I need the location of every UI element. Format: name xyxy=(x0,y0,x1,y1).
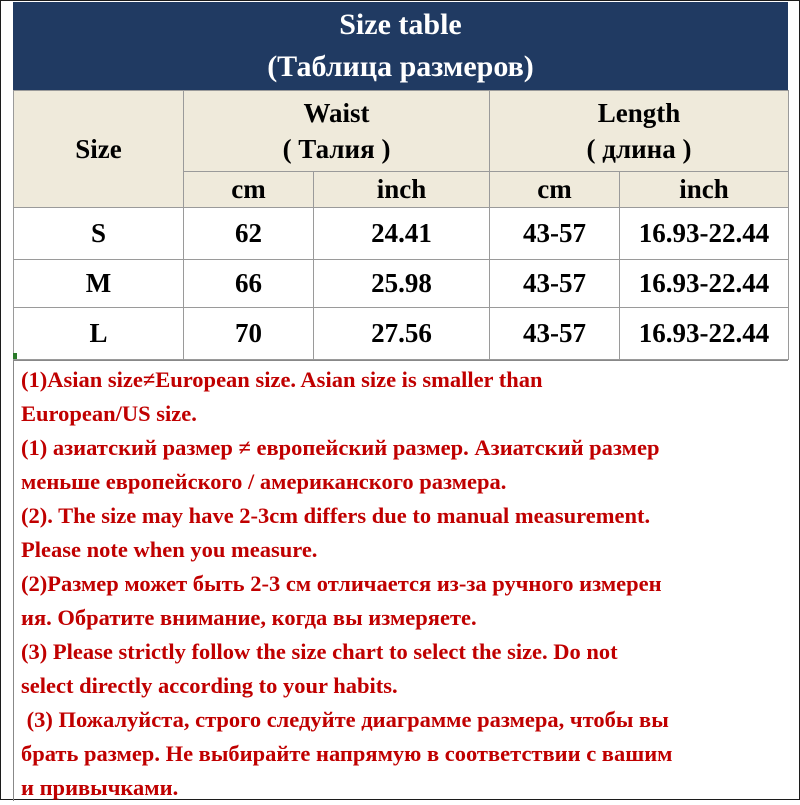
note-line: (1)Asian size≠European size. Asian size is smaller than xyxy=(21,367,543,392)
row-size: L xyxy=(14,308,184,360)
waist-label: Waist xyxy=(303,98,370,128)
row-length-cm: 43-57 xyxy=(490,260,620,308)
length-label-ru: ( длина ) xyxy=(586,134,692,164)
length-label: Length xyxy=(597,98,681,128)
note-line: ия. Обратите внимание, когда вы измеряете. xyxy=(21,605,477,630)
row-size: S xyxy=(14,208,184,260)
note-line: меньше европейского / американского размера. xyxy=(21,469,507,494)
size-notes xyxy=(13,360,788,801)
row-length-inch: 16.93-22.44 xyxy=(620,308,789,360)
note-line: European/US size. xyxy=(21,401,197,426)
unit-waist-cm: cm xyxy=(184,172,314,208)
note-line: Please note when you measure. xyxy=(21,537,318,562)
size-column-header xyxy=(14,91,184,208)
row-size: M xyxy=(14,260,184,308)
row-waist-cm: 66 xyxy=(184,260,314,308)
table-row xyxy=(14,308,789,360)
row-length-cm: 43-57 xyxy=(490,208,620,260)
table-row xyxy=(14,260,789,308)
note-line: (3) Пожалуйста, строго следуйте диаграмме размера, чтобы вы xyxy=(21,707,669,732)
waist-label-ru: ( Талия ) xyxy=(282,134,391,164)
length-column-header xyxy=(490,91,789,172)
unit-length-cm: cm xyxy=(490,172,620,208)
row-waist-inch: 27.56 xyxy=(314,308,490,360)
row-waist-inch: 25.98 xyxy=(314,260,490,308)
row-waist-inch: 24.41 xyxy=(314,208,490,260)
table-row xyxy=(14,208,789,260)
row-length-inch: 16.93-22.44 xyxy=(620,208,789,260)
note-line: (2)Размер может быть 2-3 см отличается из-за ручного измерен xyxy=(21,571,662,596)
table-header xyxy=(13,2,788,90)
unit-length-inch: inch xyxy=(620,172,789,208)
row-length-inch: 16.93-22.44 xyxy=(620,260,789,308)
note-line: (3) Please strictly follow the size chart to select the size. Do not xyxy=(21,639,618,664)
note-line: (1) азиатский размер ≠ европейский размер. Азиатский размер xyxy=(21,435,660,460)
row-waist-cm: 70 xyxy=(184,308,314,360)
note-line: и привычками. xyxy=(21,775,179,800)
note-line: (2). The size may have 2-3cm differs due to manual measurement. xyxy=(21,503,651,528)
table-subtitle: (Таблица размеров) xyxy=(267,50,534,83)
row-length-cm: 43-57 xyxy=(490,308,620,360)
unit-waist-inch: inch xyxy=(314,172,490,208)
size-label: Size xyxy=(75,133,122,164)
note-line: брать размер. Не выбирайте напрямую в соответствии с вашим xyxy=(21,741,673,766)
table-corner-mark xyxy=(13,353,17,359)
row-waist-cm: 62 xyxy=(184,208,314,260)
table-title: Size table xyxy=(339,8,462,41)
size-table xyxy=(13,90,789,360)
waist-column-header xyxy=(184,91,490,172)
note-line: select directly according to your habits. xyxy=(21,673,398,698)
